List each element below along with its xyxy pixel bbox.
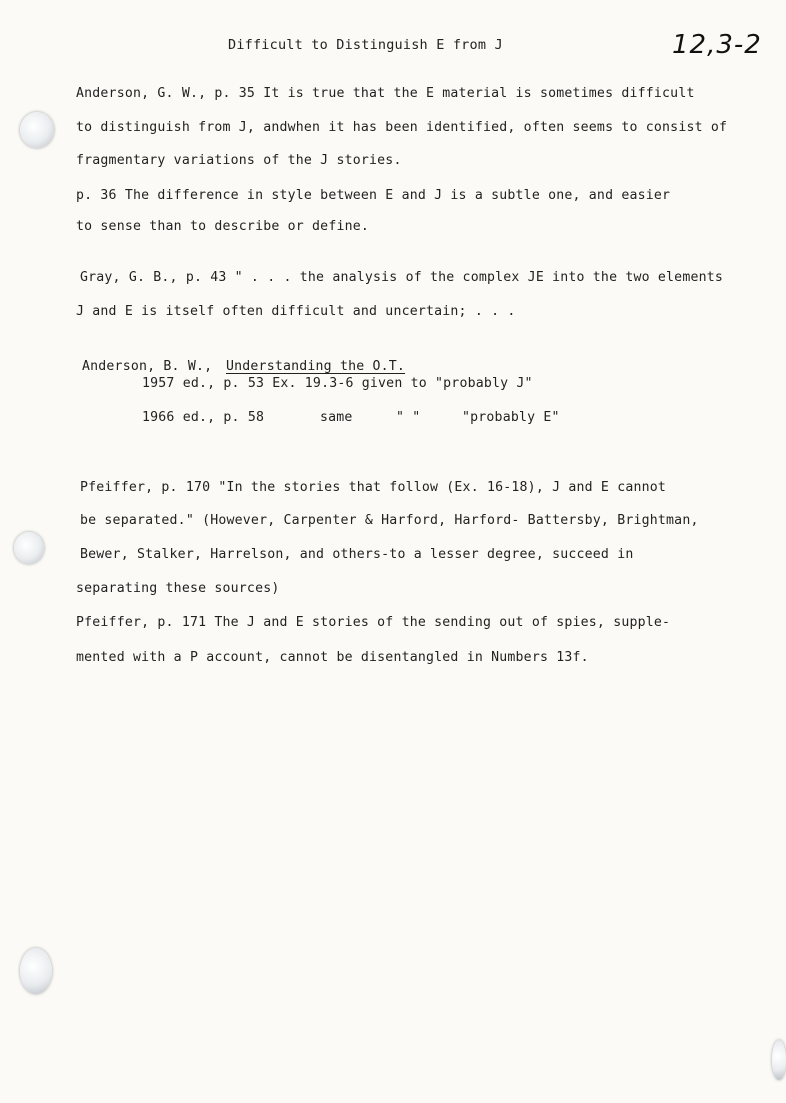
text-line: Bewer, Stalker, Harrelson, and others-to a lesser degree, succeed in [80,547,634,562]
text-line: Pfeiffer, p. 170 "In the stories that follow (Ex. 16-18), J and E cannot [80,480,667,495]
punch-hole [14,532,44,564]
citation-row: 1957 ed., p. 53 Ex. 19.3-6 given to "probably J" [142,376,533,391]
text-line: separating these sources) [76,581,280,596]
punch-hole [772,1040,786,1080]
citation-row-same: same [320,410,353,425]
text-line: Pfeiffer, p. 171 The J and E stories of the sending out of spies, supple- [76,615,671,630]
citation-row-ditto: " " [396,410,421,425]
punch-hole [20,948,52,994]
handwritten-page-number: 12,3-2 [672,30,762,60]
text-line: to distinguish from J, andwhen it has been identified, often seems to consist of [76,120,728,135]
text-line: Gray, G. B., p. 43 " . . . the analysis of the complex JE into the two elements [80,270,724,285]
text-line: p. 36 The difference in style between E and J is a subtle one, and easier [76,188,671,203]
text-line: be separated." (However, Carpenter & Harford, Harford- Battersby, Brightman, [80,513,699,528]
text-line: Anderson, G. W., p. 35 It is true that the E material is sometimes difficult [76,86,695,101]
text-line: mented with a P account, cannot be disentangled in Numbers 13f. [76,650,589,665]
text-line: J and E is itself often difficult and uncertain; . . . [76,304,516,319]
citation-row-edition: 1966 ed., p. 58 [142,410,265,425]
citation-row-result: "probably E" [462,410,560,425]
citation-book-title: Understanding the O.T. [226,359,406,374]
page-title: Difficult to Distinguish E from J [228,37,503,53]
text-line: to sense than to describe or define. [76,219,370,234]
citation-author: Anderson, B. W., [82,359,213,374]
text-line: fragmentary variations of the J stories. [76,153,402,168]
punch-hole [20,112,54,148]
